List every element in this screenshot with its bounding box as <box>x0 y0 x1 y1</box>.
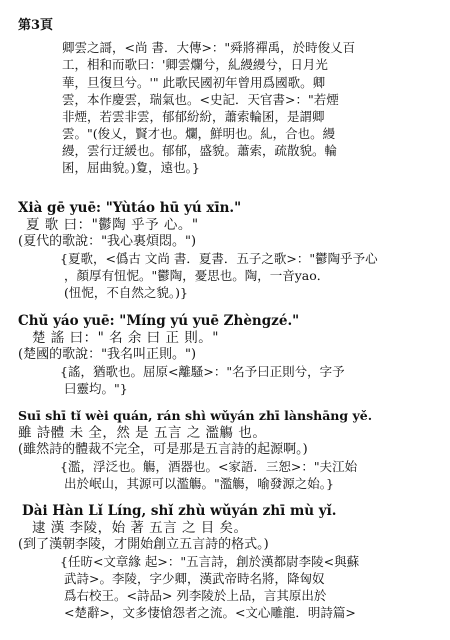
entry-note-line: 武詩>。李陵，字少卿，漢武帝時名將，降匈奴 <box>64 571 325 586</box>
entry-note-line: 出於岷山，其源可以濫觴。"濫觴，喻發源之始。} <box>64 476 334 491</box>
entry-translation: (雖然詩的體裁不完全，可是那是五言詩的起源啊。) <box>18 442 308 457</box>
entry-note-line: {任昉<文章緣 起>："五言詩，創於漢都尉李陵<與蘇 <box>60 554 360 569</box>
entry-chinese: 夏 歌 曰："鬱陶 乎予 心。" <box>26 217 199 233</box>
entry-chinese: 逮 漢 李陵，始 著 五言 之 目 矣。 <box>32 520 248 536</box>
entry-note-line: {濫，浮泛也。觴，酒器也。<家語．三恕>："夫江始 <box>60 459 358 474</box>
intro-note-line: 工，相和而歌曰：'卿雲爛兮，糺縵縵兮，日月光 <box>62 57 328 72</box>
entry-note-line: 爲右校王。<詩品> 列李陵於上品，言其原出於 <box>64 588 327 603</box>
intro-note-line: 雲，本作慶雲，瑞氣也。<史記．天官書>："若煙 <box>62 92 339 107</box>
entry-note-line: {夏歌，<僞古 文尚 書．夏書．五子之歌>："鬱陶乎予心 <box>60 251 378 266</box>
entry-note-line: (忸怩，不自然之貌。)} <box>64 285 188 300</box>
intro-note-line: 華，旦復旦兮。'" 此歌民國初年曾用爲國歌。卿 <box>62 75 326 90</box>
intro-note-line: 雲。"(俊乂，賢才也。爛，鮮明也。糺，合也。縵 <box>62 126 336 141</box>
entry-pinyin: Chǔ yáo yuē: "Míng yú yuē Zhèngzé." <box>18 313 300 329</box>
entry-note-line: {謠，猶歌也。屈原<離騷>："名予曰正則兮，字予 <box>60 364 345 379</box>
entry-translation: (到了漢朝李陵，才開始創立五言詩的格式。) <box>18 537 269 552</box>
intro-note-line: 非煙，若雲非雲，郁郁紛紛，蕭索輪囷，是謂卿 <box>62 109 325 124</box>
intro-note-line: 縵，雲行迂緩也。郁郁，盛貌。蕭索，疏散貌。輪 <box>62 143 338 158</box>
intro-note-line: 卿雲之謌，<尚 書．大傳>："舜將禪禹，於時俊乂百 <box>62 40 356 55</box>
entry-translation: (夏代的歌說："我心裏煩悶。") <box>18 234 197 249</box>
entry-pinyin: Dài Hàn Lǐ Líng, shǐ zhù wǔyán zhī mù yǐ. <box>22 503 337 519</box>
entry-note-line: 曰靈均。"} <box>64 381 128 396</box>
intro-note-line: 囷，屈曲貌。)夐，遠也。} <box>62 160 200 175</box>
page-number: 第3頁 <box>18 18 54 33</box>
entry-chinese: 楚 謠 曰：" 名 余 曰 正 則。" <box>32 330 219 346</box>
entry-note-line: ，顏厚有忸怩。"鬱陶，憂思也。陶，一音yao． <box>64 268 330 283</box>
entry-pinyin: Xià gē yuē: "Yùtáo hū yú xīn." <box>18 200 242 216</box>
entry-chinese: 雖 詩體 未 全，然 是 五言 之 濫觴 也。 <box>18 425 267 441</box>
entry-note-line: <楚辭>，文多悽愴怨者之流。<文心雕龍．明詩篇> <box>64 605 356 620</box>
entry-pinyin: Suī shī tǐ wèi quán, rán shì wǔyán zhī lànshāng yě. <box>18 408 373 423</box>
entry-translation: (楚國的歌說："我名叫正則。") <box>18 347 197 362</box>
